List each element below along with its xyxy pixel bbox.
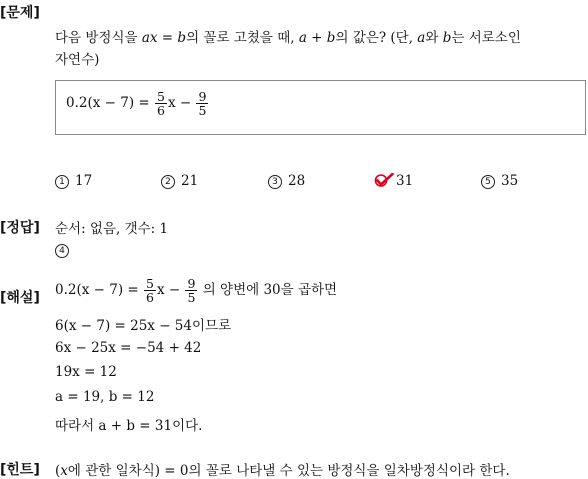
circled-number: 2 <box>161 175 175 189</box>
answer-line1: 순서: 없음, 갯수: 1 <box>55 221 169 237</box>
check-mark-icon <box>374 173 394 187</box>
denominator: 6 <box>146 290 154 306</box>
sol-lhs: 0.2(x − 7) = <box>55 282 143 299</box>
circled-number: 5 <box>481 175 495 189</box>
stmt-math: b <box>177 30 187 46</box>
denominator: 5 <box>187 290 196 306</box>
sol-mid: x − <box>156 282 185 299</box>
circled-number: 1 <box>55 175 69 189</box>
hint-text <box>55 459 510 479</box>
answer-line2 <box>55 242 75 258</box>
stmt-text: 와 <box>425 30 443 46</box>
choice-1[interactable] <box>55 173 92 189</box>
stmt-text: 의 값은? (단, <box>335 30 418 46</box>
numerator: 9 <box>198 89 207 104</box>
solution-label: [해설] <box>0 290 40 306</box>
stmt-text: 다음 방정식을 <box>55 30 142 46</box>
eq-mid: x − <box>167 95 196 112</box>
hint-label: [힌트] <box>0 462 40 478</box>
solution-line6 <box>55 414 202 434</box>
solution-line3: 6x − 25x = −54 + 42 <box>55 340 202 356</box>
eq-lhs: 0.2(x − 7) = <box>66 95 154 112</box>
solution-line1 <box>55 277 337 304</box>
problem-statement-line1 <box>55 26 521 46</box>
numerator: 5 <box>157 89 165 104</box>
stmt-math: a <box>417 30 426 46</box>
sol-text: 따라서 <box>55 418 99 434</box>
hint-math: x <box>60 463 68 479</box>
hint-part: ( <box>55 463 61 479</box>
fraction <box>185 277 197 304</box>
choice-value: 31 <box>396 173 414 189</box>
circled-number: 4 <box>55 244 69 258</box>
choice-4[interactable] <box>374 173 413 189</box>
stmt-math: ax <box>141 30 158 46</box>
choice-value: 28 <box>288 173 306 189</box>
fraction <box>196 90 208 117</box>
sol-math: 6(x − 7) = 25x − 54 <box>55 318 192 334</box>
choice-value: 17 <box>75 173 93 189</box>
circled-number: 3 <box>268 175 282 189</box>
denominator: 5 <box>198 103 207 119</box>
hint-part: 에 관한 일차식) = 0 <box>67 463 189 479</box>
stmt-text: = <box>157 30 178 46</box>
problem-statement-line2: 자연수) <box>55 52 100 68</box>
choice-5[interactable] <box>481 173 518 189</box>
sol-text: 이다. <box>172 418 203 434</box>
answer-label: [정답] <box>0 220 40 236</box>
fraction <box>155 90 167 117</box>
sol-text: 이므로 <box>191 318 232 334</box>
denominator: 6 <box>157 103 165 119</box>
solution-line4: 19x = 12 <box>55 364 117 380</box>
stmt-text: 는 서로소인 <box>451 30 521 46</box>
choice-value: 35 <box>501 173 519 189</box>
solution-line2 <box>55 314 231 334</box>
stmt-math: b <box>326 30 336 46</box>
hint-part: 의 꼴로 나타낼 수 있는 방정식을 일차방정식이라 한다. <box>188 463 510 479</box>
solution-line5: a = 19, b = 12 <box>55 389 155 405</box>
stmt-text: + <box>306 30 327 46</box>
problem-label: [문제] <box>0 5 40 21</box>
stmt-math: a <box>298 30 307 46</box>
choice-value: 21 <box>181 173 199 189</box>
fraction <box>144 277 156 304</box>
problem-equation <box>66 90 209 117</box>
numerator: 5 <box>146 276 154 291</box>
equation-box <box>55 80 586 135</box>
numerator: 9 <box>187 276 196 291</box>
choice-3[interactable] <box>268 173 305 189</box>
sol-math: a + b = 31 <box>98 418 173 434</box>
choice-2[interactable] <box>161 173 198 189</box>
stmt-math: b <box>442 30 452 46</box>
sol-tail: 의 양변에 30을 곱하면 <box>198 282 338 299</box>
stmt-text: 의 꼴로 고쳤을 때, <box>186 30 299 46</box>
